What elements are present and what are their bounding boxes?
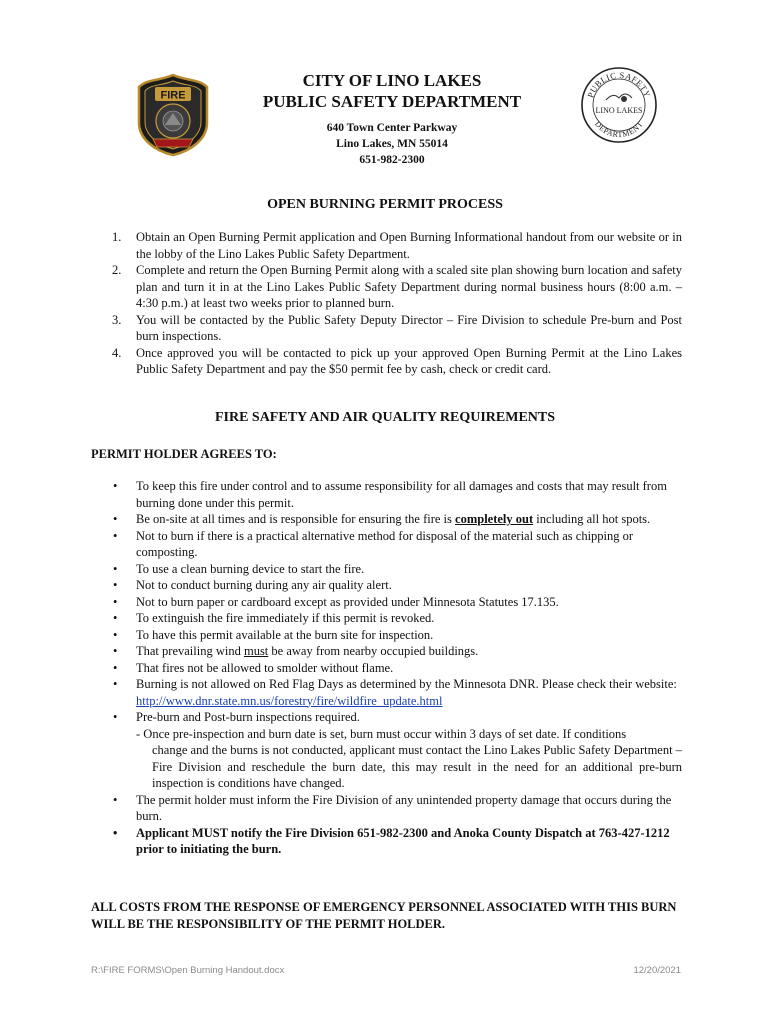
list-item	[90, 577, 682, 594]
step-text: Obtain an Open Burning Permit application and Open Burning Informational handout from our website or in the lobby of the Lino Lakes Public Safety Department.	[136, 230, 682, 261]
footer-file-path: R:\FIRE FORMS\Open Burning Handout.docx	[91, 965, 285, 976]
sub-item-first-line: - Once pre-inspection and burn date is set, burn must occur within 3 days of set date. If conditions	[136, 726, 627, 741]
item-text: be away from nearby occupied buildings.	[268, 644, 479, 658]
department-title: PUBLIC SAFETY DEPARTMENT	[262, 92, 522, 111]
item-text: Pre-burn and Post-burn inspections required.	[136, 710, 360, 724]
step-number: 1.	[112, 230, 122, 244]
list-item	[90, 825, 682, 858]
bullet: •	[113, 528, 118, 543]
agrees-label: PERMIT HOLDER AGREES TO:	[91, 447, 277, 461]
item-text: To keep this fire under control and to assume responsibility for all damages and costs that may result from burning done under this permit.	[136, 479, 667, 510]
bullet: •	[113, 644, 118, 658]
item-text: Burning is not allowed on Red Flag Days as determined by the Minnesota DNR. Please check their website:	[136, 677, 677, 691]
list-item	[90, 660, 682, 677]
bullet: •	[113, 825, 118, 840]
item-text: The permit holder must inform the Fire Division of any unintended property damage that occurs during the burn.	[136, 792, 672, 823]
item-text: Not to burn if there is a practical alternative method for disposal of the material such as chipping or composting.	[136, 528, 634, 559]
emphasis-completely-out: completely out	[455, 512, 534, 526]
bullet: •	[113, 677, 118, 691]
letterhead	[200, 70, 584, 168]
footer-date: 12/20/2021	[633, 965, 681, 976]
item-text: including all hot spots.	[533, 512, 651, 526]
list-item	[90, 478, 682, 511]
bullet: •	[113, 578, 118, 592]
step-text: Complete and return the Open Burning Permit along with a scaled site plan showing burn location and safety plan and turn it in at the Lino Lakes Public Safety Department during normal business hours (8:00 a.m. – 4:30 p.m.) at least two weeks prior to planned burn.	[136, 263, 682, 310]
requirements-heading: FIRE SAFETY AND AIR QUALITY REQUIREMENTS	[214, 410, 556, 425]
step-number: 3.	[112, 312, 122, 327]
item-text: That prevailing wind	[136, 644, 244, 658]
bullet: •	[113, 627, 118, 642]
seal-bottom-text: DEPARTMENT	[592, 119, 645, 140]
step-text: Once approved you will be contacted to pick up your approved Open Burning Permit at the Lino Lakes Public Safety Department and pay the $50 permit fee by cash, check or credit card.	[136, 345, 682, 376]
list-item	[90, 627, 682, 644]
requirements-list	[90, 478, 682, 858]
step-text: You will be contacted by the Public Safety Deputy Director – Fire Division to schedule Pre-burn and Post burn inspections.	[136, 312, 682, 343]
item-text: Applicant MUST notify the Fire Division 651-982-2300 and Anoka County Dispatch at 763-427-1212 prior to initiating the burn.	[136, 825, 670, 856]
process-step	[90, 312, 682, 345]
emphasis-must: must	[243, 644, 269, 658]
fire-department-badge-icon	[137, 73, 209, 157]
list-item	[90, 643, 682, 660]
step-number: 4.	[112, 345, 122, 360]
process-step	[90, 262, 682, 312]
dnr-wildfire-link[interactable]: http://www.dnr.state.mn.us/forestry/fire/wildfire_update.html	[136, 693, 443, 708]
list-item	[90, 792, 682, 825]
bullet: •	[113, 792, 118, 807]
bullet: •	[113, 594, 118, 609]
sub-item-continuation: change and the burns is not conducted, applicant must contact the Lino Lakes Public Safety Department – Fire Division and reschedule the burn date, this may result in the need for an additional pre-burn inspection is conditions have changed.	[152, 743, 682, 790]
list-item	[90, 561, 682, 578]
street-address: 640 Town Center Parkway	[326, 122, 458, 134]
list-item	[90, 528, 682, 561]
list-item	[90, 709, 682, 792]
bullet: •	[113, 611, 118, 625]
bullet: •	[113, 479, 118, 493]
bullet: •	[113, 512, 118, 526]
item-text: Be on-site at all times and is responsible for ensuring the fire is	[136, 512, 456, 526]
item-text: Not to conduct burning during any air quality alert.	[136, 578, 392, 592]
seal-top-text: PUBLIC SAFETY	[585, 69, 653, 99]
badge-fire-text: FIRE	[160, 89, 186, 102]
list-item	[90, 594, 682, 611]
phone-number: 651-982-2300	[359, 154, 425, 166]
item-text: That fires not be allowed to smolder without flame.	[136, 660, 394, 675]
bullet: •	[113, 710, 118, 724]
city-title: CITY OF LINO LAKES	[302, 71, 482, 90]
process-heading: OPEN BURNING PERMIT PROCESS	[267, 197, 503, 212]
process-steps-list	[90, 229, 682, 378]
step-number: 2.	[112, 263, 122, 277]
list-item	[90, 511, 682, 528]
item-text: To use a clean burning device to start the fire.	[136, 561, 365, 576]
process-step	[90, 345, 682, 378]
costs-notice: ALL COSTS FROM THE RESPONSE OF EMERGENCY PERSONNEL ASSOCIATED WITH THIS BURN WILL BE THE RESPONSIBILITY OF THE PERMIT HOLDER.	[91, 900, 677, 931]
seal-mid-text: LINO LAKES	[595, 106, 643, 115]
item-text: To extinguish the fire immediately if this permit is revoked.	[136, 611, 435, 625]
item-text: Not to burn paper or cardboard except as provided under Minnesota Statutes 17.135.	[136, 594, 559, 609]
item-text: To have this permit available at the burn site for inspection.	[136, 627, 434, 642]
list-item	[90, 676, 682, 709]
bullet: •	[113, 561, 118, 576]
city-state-zip: Lino Lakes, MN 55014	[336, 138, 448, 150]
public-safety-seal-icon	[580, 66, 658, 144]
process-step	[90, 229, 682, 262]
bullet: •	[113, 660, 118, 675]
list-item	[90, 610, 682, 627]
